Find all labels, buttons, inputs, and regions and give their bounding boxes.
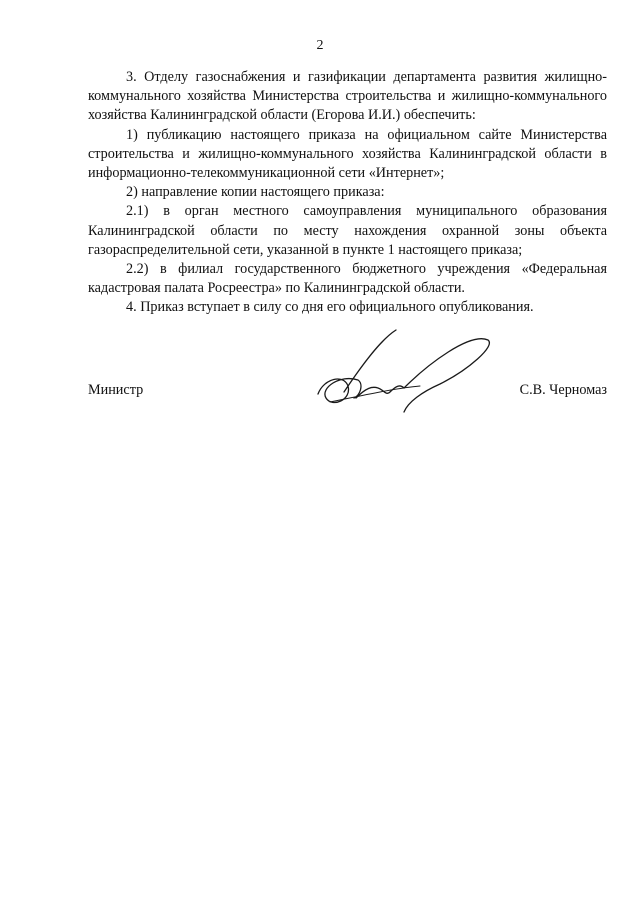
document-body xyxy=(88,68,607,318)
paragraph-item-3-2-1: 2.1) в орган местного самоуправления муниципального образования Калининградской области по месту нахождения охранной зоны объекта газораспределительной сети, указанной в пункте 1 настоящего приказа; xyxy=(88,203,607,258)
signature-block xyxy=(88,378,607,408)
paragraph-item-3-2-2: 2.2) в филиал государственного бюджетного учреждения «Федеральная кадастровая палата Росреестра» по Калининградской области. xyxy=(88,261,607,297)
paragraph-item-3-1: 1) публикацию настоящего приказа на официальном сайте Министерства строительства и жилищно-коммунального хозяйства Калининградской области в информационно-телекоммуникационной сети «Интернет»; xyxy=(88,126,607,182)
signatory-title: Министр xyxy=(88,382,144,398)
paragraph-item-3: 3. Отделу газоснабжения и газификации департамента развития жилищно-коммунального хозяйства Министерства строительства и жилищно-коммунального хозяйства Калининградской области (Егорова И.И.) обеспечить: xyxy=(88,69,607,124)
paragraph-item-3-2: 2) направление копии настоящего приказа: xyxy=(126,184,385,201)
signatory-name: С.В. Черномаз xyxy=(519,382,607,398)
page-number: 2 xyxy=(316,38,324,53)
paragraph-item-4: 4. Приказ вступает в силу со дня его официального опубликования. xyxy=(126,299,534,316)
